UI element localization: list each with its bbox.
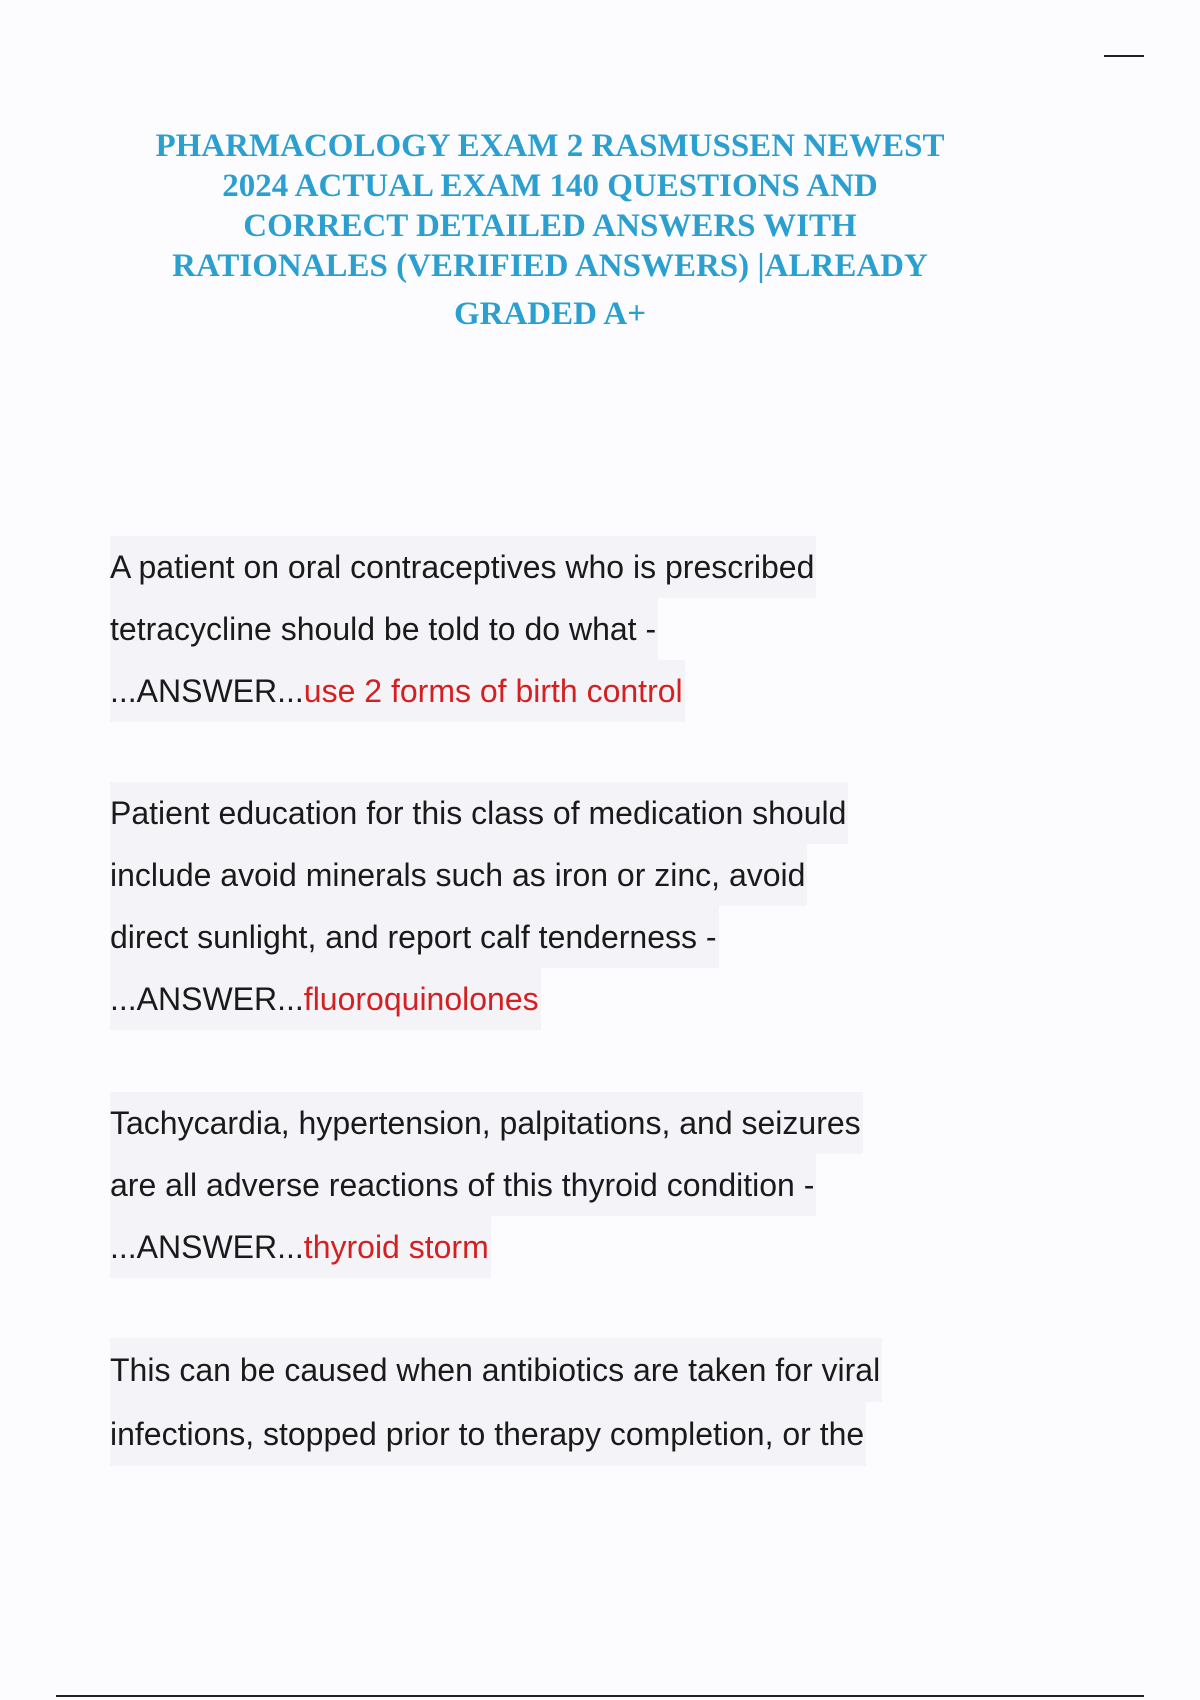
question-line: This can be caused when antibiotics are taken for viral: [110, 1338, 882, 1402]
question-line: infections, stopped prior to therapy completion, or the: [110, 1402, 866, 1466]
answer-text: thyroid storm: [303, 1229, 489, 1265]
question-line: include avoid minerals such as iron or zinc, avoid: [110, 844, 807, 906]
answer-line: [110, 1216, 491, 1278]
question-line: tetracycline should be told to do what -: [110, 598, 658, 660]
question-line: Tachycardia, hypertension, palpitations, and seizures: [110, 1092, 863, 1154]
qa-item: [110, 1338, 882, 1466]
question-line: are all adverse reactions of this thyroid condition -: [110, 1154, 816, 1216]
answer-text: use 2 forms of birth control: [303, 673, 683, 709]
answer-prefix: ...ANSWER...: [110, 1229, 304, 1265]
question-line: A patient on oral contraceptives who is prescribed: [110, 536, 816, 598]
header-dash: [1104, 55, 1144, 57]
qa-item: [110, 536, 816, 722]
title-line: 2024 ACTUAL EXAM 140 QUESTIONS AND: [222, 168, 878, 204]
footer-rule: [56, 1695, 1144, 1697]
document-title: [100, 126, 1000, 334]
answer-text: fluoroquinolones: [303, 981, 539, 1017]
title-line: GRADED A+: [453, 296, 647, 332]
question-line: Patient education for this class of medication should: [110, 782, 848, 844]
answer-prefix: ...ANSWER...: [110, 673, 304, 709]
answer-prefix: ...ANSWER...: [110, 981, 304, 1017]
answer-line: [110, 660, 685, 722]
answer-line: [110, 968, 541, 1030]
question-line: direct sunlight, and report calf tenderness -: [110, 906, 719, 968]
title-line: PHARMACOLOGY EXAM 2 RASMUSSEN NEWEST: [155, 128, 945, 164]
qa-item: [110, 782, 848, 1030]
title-line: RATIONALES (VERIFIED ANSWERS) |ALREADY: [172, 248, 928, 284]
qa-item: [110, 1092, 863, 1278]
title-line: CORRECT DETAILED ANSWERS WITH: [243, 208, 857, 244]
